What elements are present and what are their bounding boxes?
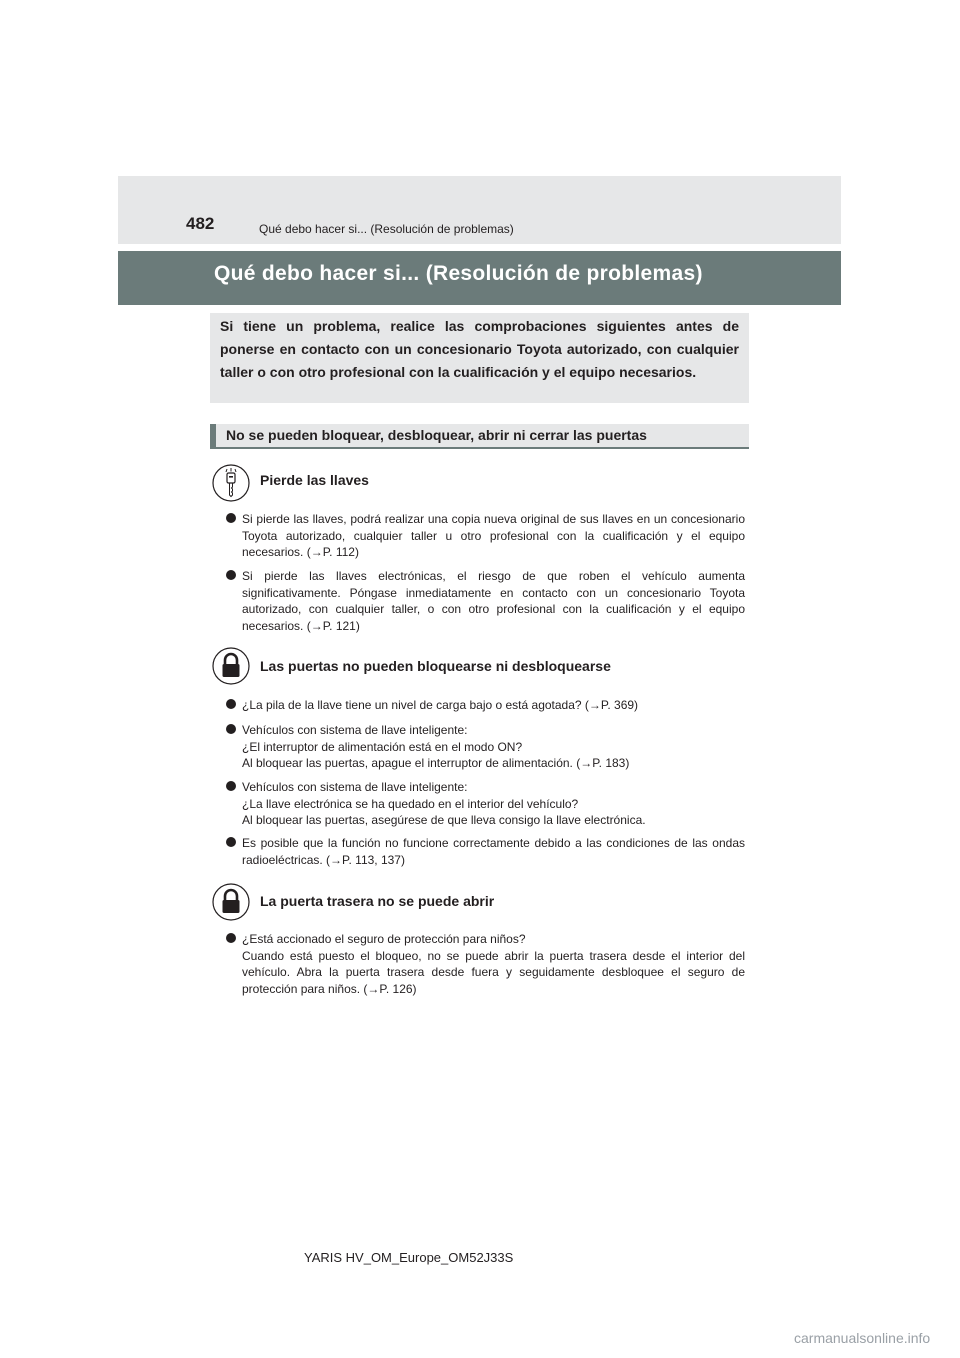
bullet-dot: [226, 513, 236, 523]
running-title: Qué debo hacer si... (Resolución de problemas): [259, 222, 514, 236]
bullet-dot: [226, 933, 236, 943]
intro-text: Si tiene un problema, realice las comprobaciones siguientes antes de ponerse en contacto con un concesionario Toyota autorizado, con cualquier taller o con otro profesional con la cualificación y el equipo necesarios.: [220, 318, 739, 380]
bullet-line: ¿La pila de la llave tiene un nivel de carga bajo o está agotada? (→P. 369): [242, 698, 639, 712]
bullet-text: Si pierde las llaves electrónicas, el riesgo de que roben el vehículo aumenta significativamente. Póngase inmediatamente en contacto con un concesionario Toyota autorizado, con cualquier taller, o con otro profesional con la cualificación y el equipo necesarios. (→P. 121): [242, 569, 745, 633]
page-number: 482: [186, 214, 215, 233]
padlock-icon: [212, 883, 250, 921]
group-title-doors-lock: Las puertas no pueden bloquearse ni desbloquearse: [260, 658, 611, 674]
bullet-line: Cuando está puesto el bloqueo, no se puede abrir la puerta trasera desde el interior del vehículo. Abra la puerta trasera desde fuera y seguidamente desbloquee el seguro de protección para niños. (→P. 126): [242, 948, 745, 996]
bullet-text: [242, 779, 745, 829]
page-title: Qué debo hacer si... (Resolución de problemas): [214, 262, 703, 285]
section-heading: [210, 424, 749, 449]
bullet-line: Vehículos con sistema de llave inteligente:: [242, 780, 468, 794]
bullet-text: [242, 931, 745, 997]
footer-text: YARIS HV_OM_Europe_OM52J33S: [304, 1250, 514, 1265]
bullet-dot: [226, 724, 236, 734]
bullet-line: ¿La llave electrónica se ha quedado en el interior del vehículo?: [242, 796, 579, 811]
bullet-line: ¿Está accionado el seguro de protección para niños?: [242, 932, 526, 946]
group-title-lost-keys: Pierde las llaves: [260, 472, 369, 488]
key-icon: [212, 464, 250, 502]
bullet-line: Vehículos con sistema de llave inteligente:: [242, 723, 468, 737]
bullet-dot: [226, 837, 236, 847]
bullet-line: Al bloquear las puertas, asegúrese de que lleva consigo la llave electrónica.: [242, 813, 646, 827]
bullet-dot: [226, 570, 236, 580]
bullet-text: [242, 722, 745, 772]
group-title-rear-door: La puerta trasera no se puede abrir: [260, 893, 495, 909]
watermark: carmanualsonline.info: [794, 1330, 931, 1346]
bullet-line: ¿El interruptor de alimentación está en el modo ON?: [242, 739, 523, 754]
bullet-line: Al bloquear las puertas, apague el interruptor de alimentación. (→P. 183): [242, 756, 630, 770]
bullet-dot: [226, 781, 236, 791]
padlock-icon: [212, 647, 250, 685]
bullet-text: [242, 835, 745, 868]
bullet-text: Si pierde las llaves, podrá realizar una copia nueva original de sus llaves en un concesionario Toyota autorizado, cualquier taller u otro profesional con la cualificación y el equipo necesarios. (→P. 112): [242, 512, 745, 559]
bullet-text: [242, 697, 745, 714]
bullet-line: Es posible que la función no funcione correctamente debido a las condiciones de las ondas radioeléctricas. (→P. 113, 137): [242, 836, 745, 867]
bullet-dot: [226, 699, 236, 709]
intro-box: [210, 313, 749, 403]
section-heading-text: No se pueden bloquear, desbloquear, abrir ni cerrar las puertas: [226, 427, 647, 443]
